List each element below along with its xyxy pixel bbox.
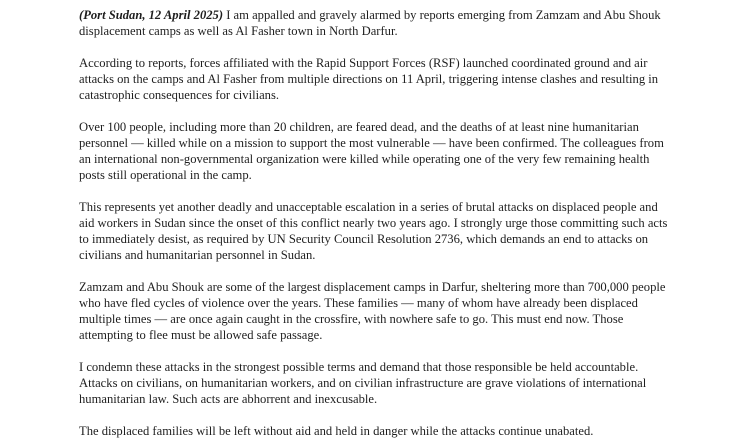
- paragraph-casualties: Over 100 people, including more than 20 children, are feared dead, and the deaths of at least nine humanitarian personnel — killed while on a mission to support the most vulnerable — have been confirmed. The colleagues from an international non-governmental organization were killed while operating one of the very few remaining health posts still operational in the camp.: [79, 120, 664, 182]
- dateline-paragraph-text: I am appalled and gravely alarmed by reports emerging from Zamzam and Abu Shouk displacement camps as well as Al Fasher town in North Darfur.: [79, 8, 661, 38]
- paragraph-attacks-report: According to reports, forces affiliated with the Rapid Support Forces (RSF) launched coordinated ground and air attacks on the camps and Al Fasher from multiple directions on 11 April, triggering intense clashes and resulting in catastrophic consequences for civilians.: [79, 56, 659, 102]
- paragraph-condemnation: I condemn these attacks in the strongest possible terms and demand that those responsible be held accountable. Attacks on civilians, on humanitarian workers, and on civilian infrastructure are grave violations of international humanitarian law. Such acts are abhorrent and inexcusable.: [79, 360, 647, 406]
- paragraph-camps-description: Zamzam and Abu Shouk are some of the largest displacement camps in Darfur, sheltering more than 700,000 people who have fled cycles of violence over the years. These families — many of whom have already been displaced multiple times — are once again caught in the crossfire, with nowhere safe to go. This must end now. Those attempting to flee must be allowed safe passage.: [79, 280, 666, 342]
- dateline: (Port Sudan, 12 April 2025): [79, 8, 224, 22]
- dateline-paragraph: [79, 7, 673, 39]
- paragraph-escalation: This represents yet another deadly and unacceptable escalation in a series of brutal attacks on displaced people and aid workers in Sudan since the onset of this conflict nearly two years ago. I strongly urge those committing such acts to immediately desist, as required by UN Security Council Resolution 2736, which demands an end to attacks on civilians and humanitarian personnel in Sudan.: [79, 200, 668, 262]
- clipped-paragraph: The displaced families will be left without aid and held in danger while the attacks continue unabated.: [79, 424, 594, 438]
